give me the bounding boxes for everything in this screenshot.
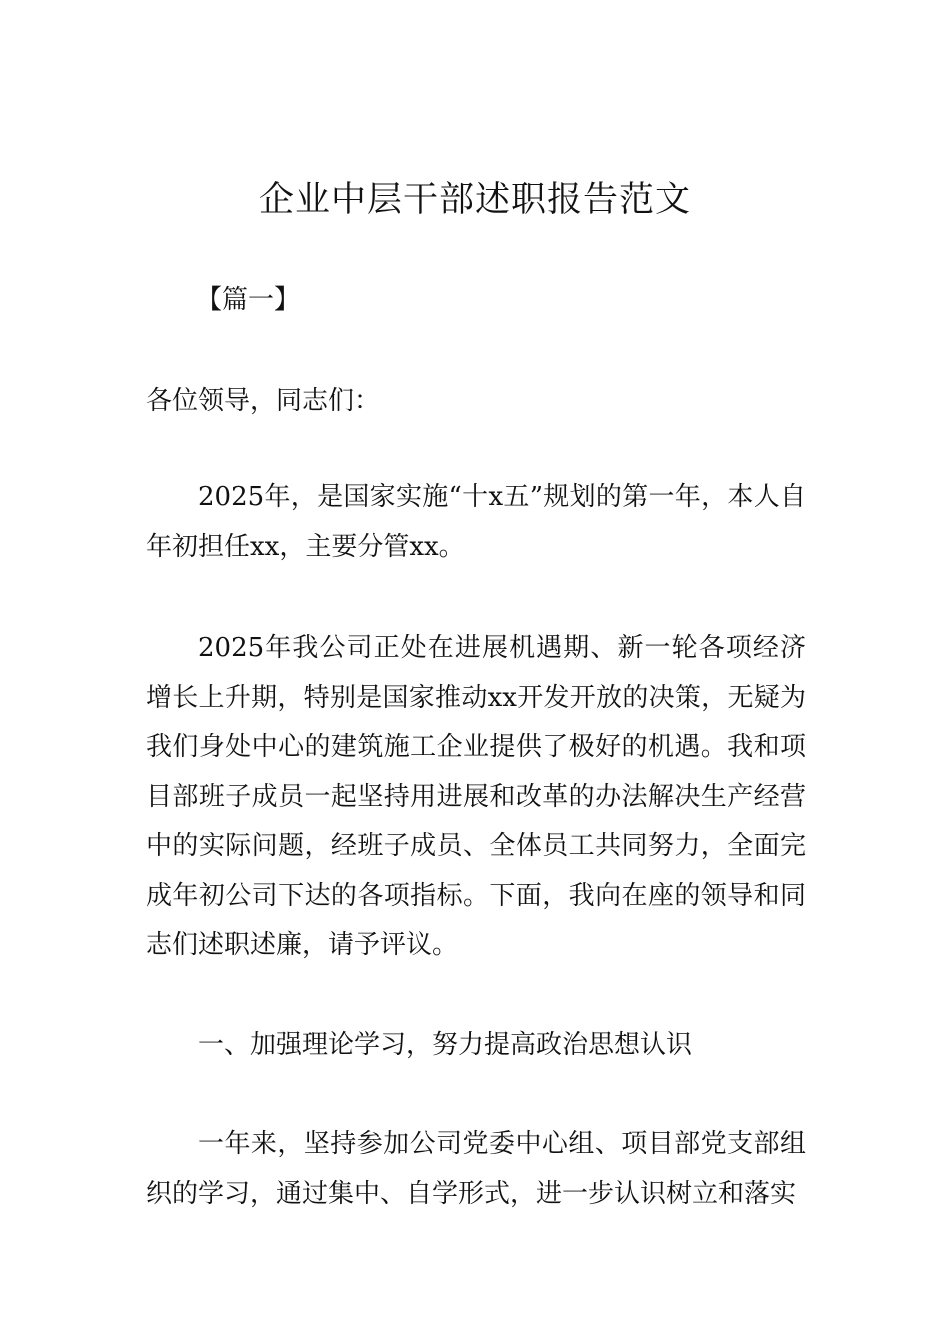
section-heading-1: 一、加强理论学习，努力提高政治思想认识 [198, 1030, 693, 1060]
paragraph-1: 2025年，是国家实施“十x五”规划的第一年，本人自年初担任xx，主要分管xx。 [146, 482, 806, 562]
paragraph-2: 2025年我公司正处在进展机遇期、新一轮各项经济增长上升期，特别是国家推动xx开发开放的决策，无疑为我们身处中心的建筑施工企业提供了极好的机遇。我和项目部班子成员一起坚持用进展和改革的办法解决生产经营中的实际问题，经班子成员、全体员工共同努力，全面完成年初公司下达的各项指标。下面，我向在座的领导和同志们述职述廉，请予评议。 [146, 633, 806, 960]
section-label: 【篇一】 [196, 285, 301, 315]
document-title: 企业中层干部述职报告范文 [258, 180, 691, 220]
salutation: 各位领导，同志们： [146, 386, 381, 416]
paragraph-3: 一年来，坚持参加公司党委中心组、项目部党支部组织的学习，通过集中、自学形式，进一步认识树立和落实 [146, 1129, 806, 1209]
